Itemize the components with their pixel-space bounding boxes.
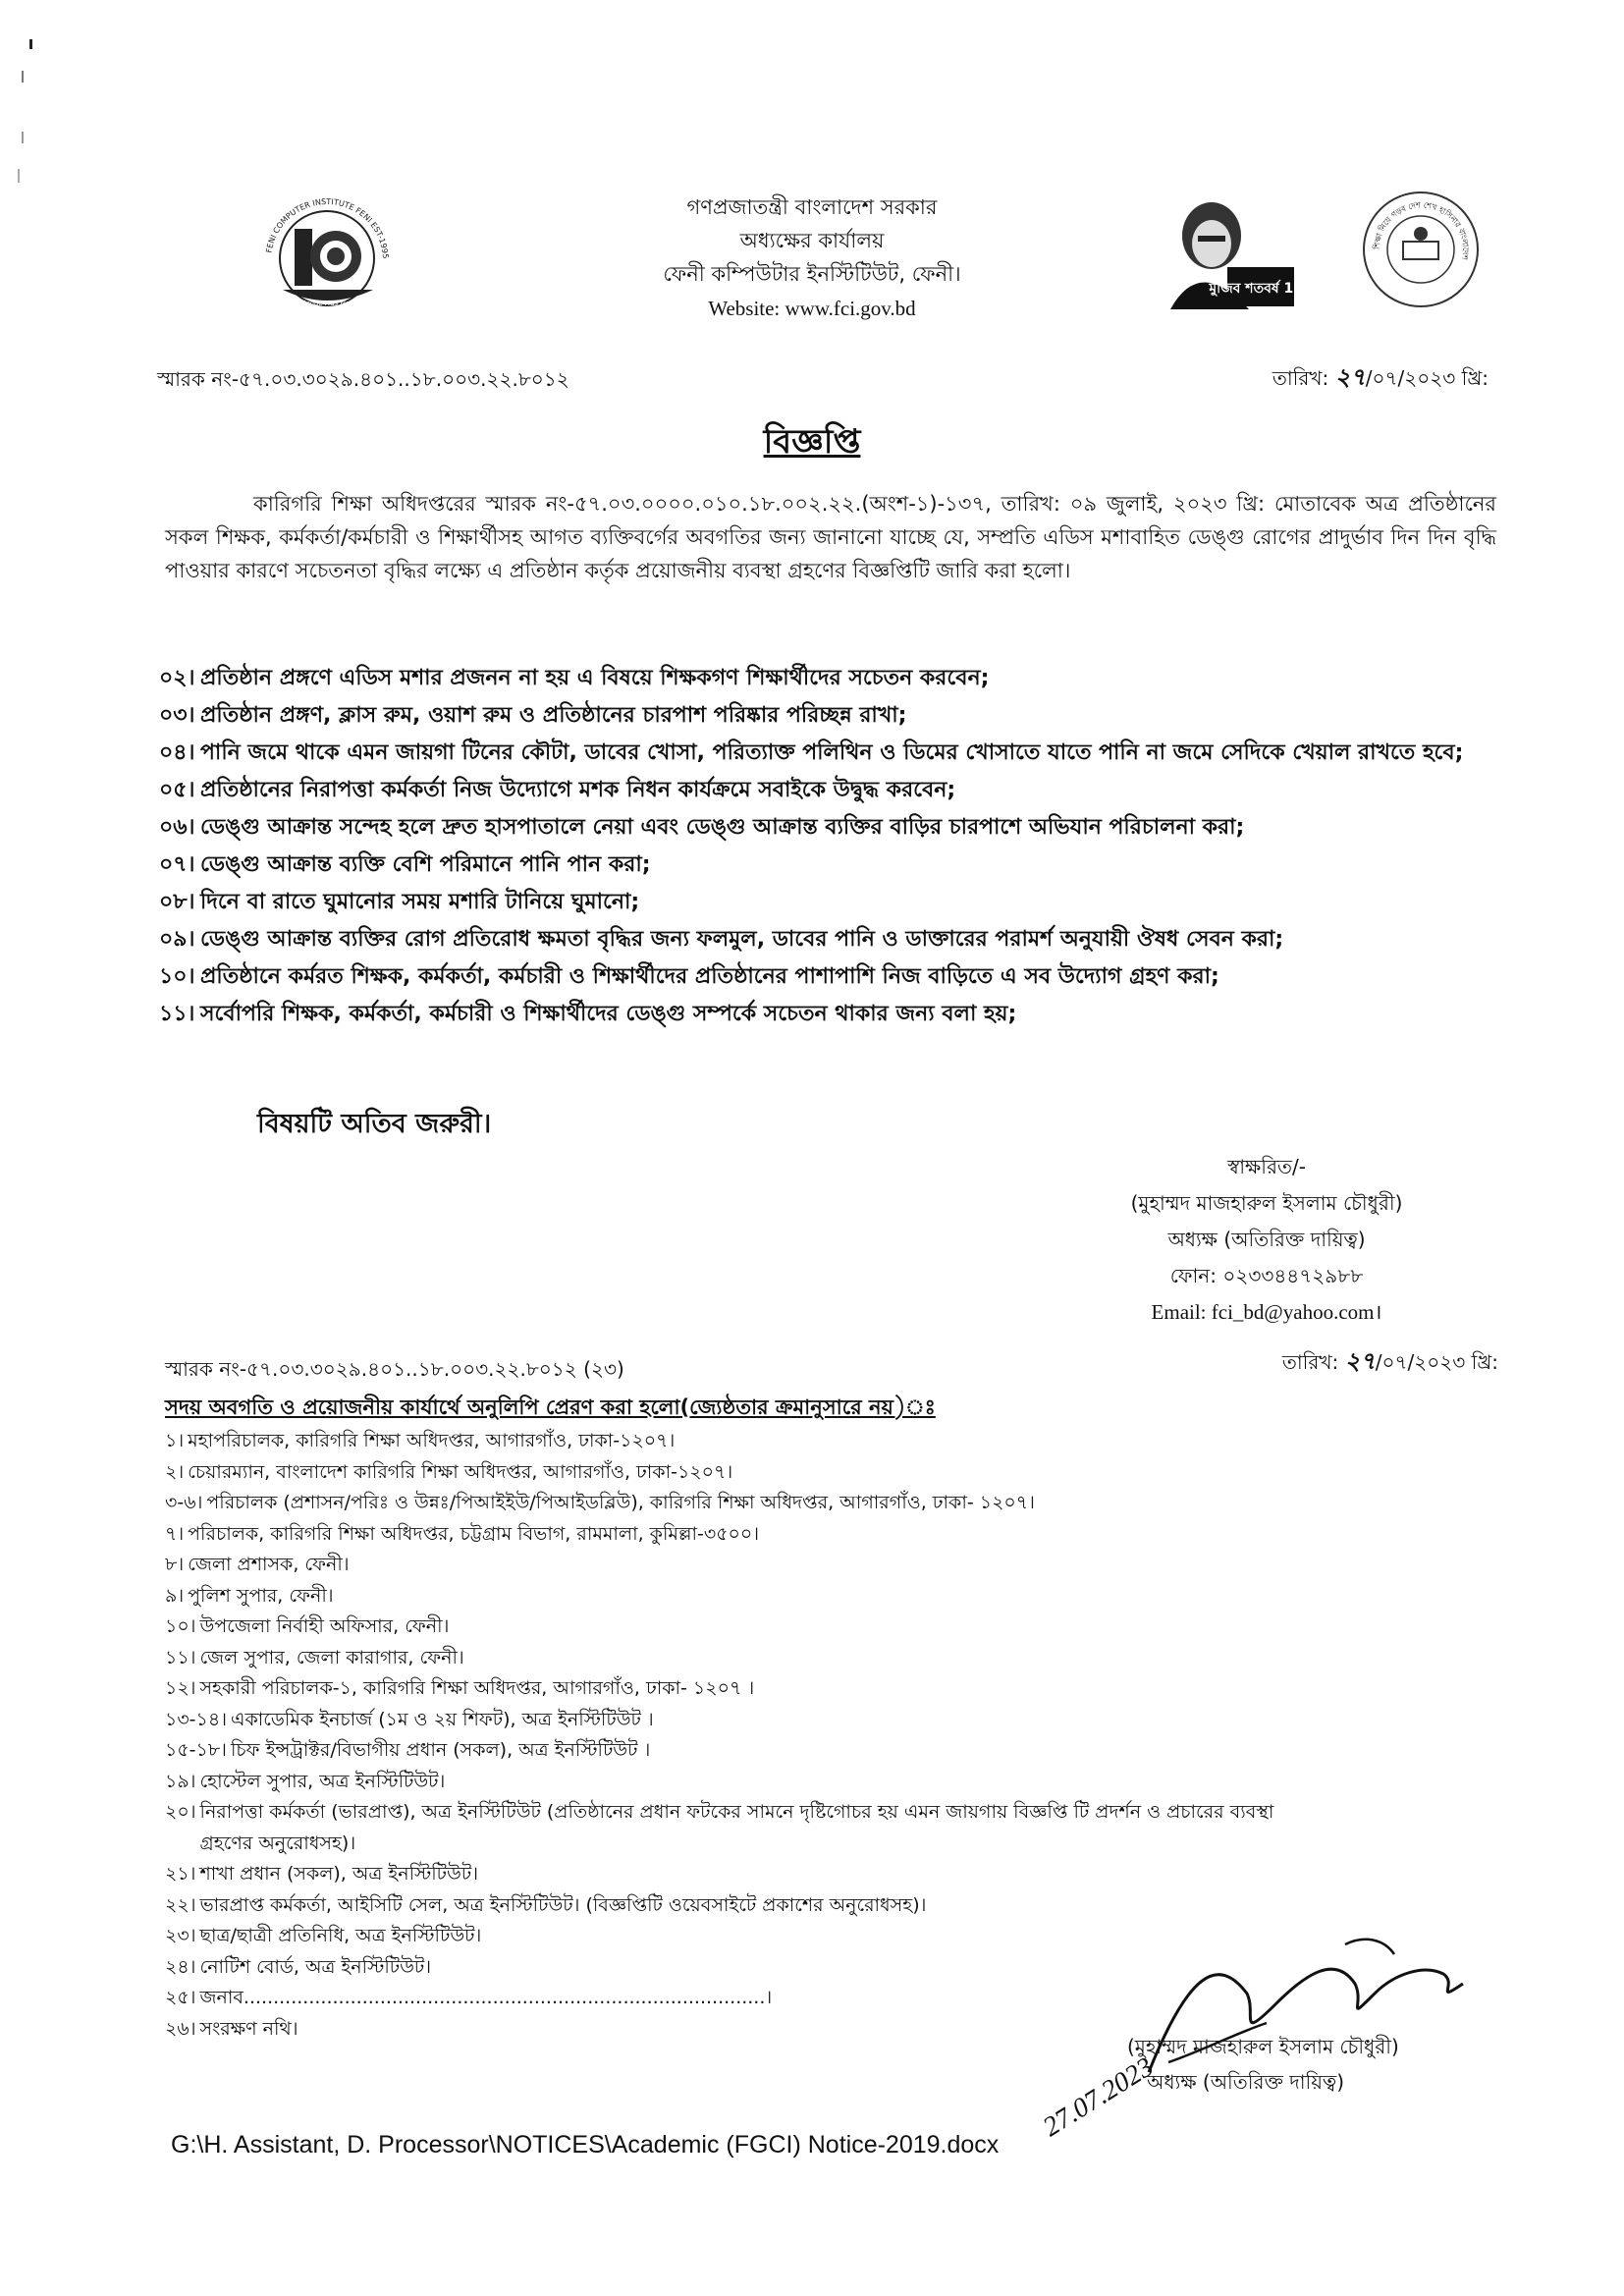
copy-number: ১৩-১৪। bbox=[165, 1708, 227, 1730]
copy-text: ভারপ্রাপ্ত কর্মকর্তা, আইসিটি সেল, অত্র ইনস্টিটিউট। (বিজ্ঞপ্তিটি ওয়েবসাইটে প্রকাশের অনুরোধসহ)। bbox=[199, 1893, 927, 1916]
copy-number: ১। bbox=[165, 1430, 185, 1451]
copy-recipient bbox=[165, 1550, 1324, 1581]
signatory-designation: অধ্যক্ষ (অতিরিক্ত দায়িত্ব) bbox=[1167, 1228, 1366, 1251]
notice-point bbox=[159, 737, 1514, 770]
notice-point bbox=[159, 811, 1514, 845]
copy-text: পরিচালক (প্রশাসন/পরিঃ ও উন্নঃ/পিআইইউ/পিআইডব্লিউ), কারিগরি শিক্ষা অধিদপ্তর, আগারগাঁও, ঢাকা- ১২০৭। bbox=[206, 1492, 1035, 1513]
date-label: তারিখ: bbox=[1272, 366, 1335, 390]
copy-text: পরিচালক, কারিগরি শিক্ষা অধিদপ্তর, চট্টগ্রাম বিভাগ, রামমালা, কুমিল্লা-৩৫০০। bbox=[188, 1522, 760, 1545]
point-text: পানি জমে থাকে এমন জায়গা টিনের কৌটা, ডাবের খোসা, পরিত্যাক্ত পলিথিন ও ডিমের খোসাতে যাতে পানি না জমে সেদিকে খেয়াল রাখতে হবে; bbox=[200, 740, 1464, 765]
bottom-signatory-name: (মুহাম্মদ মাজহারুল ইসলাম চৌধুরী) bbox=[1127, 2035, 1399, 2058]
copy-text: সংরক্ষণ নথি। bbox=[199, 2017, 298, 2040]
point-number: ০৮। bbox=[159, 890, 195, 914]
copy-recipient bbox=[165, 1581, 1324, 1613]
point-text: ডেঙ্গু আক্রান্ত ব্যক্তির রোগ প্রতিরোধ ক্ষমতা বৃদ্ধির জন্য ফলমুল, ডাবের পানি ও ডাক্তারের পরামর্শ অনুযায়ী ঔষধ সেবন করা; bbox=[200, 927, 1284, 952]
point-text: দিনে বা রাতে ঘুমানোর সময় মশারি টানিয়ে ঘুমানো; bbox=[200, 890, 640, 914]
copy-recipient bbox=[165, 1859, 1324, 1890]
office-name: অধ্যক্ষের কার্যালয় bbox=[739, 229, 885, 252]
copy-text: শাখা প্রধান (সকল), অত্র ইনস্টিটিউট। bbox=[199, 1863, 478, 1885]
copy-number: ১৯। bbox=[165, 1770, 196, 1792]
institute-name: ফেনী কম্পিউটার ইনস্টিটিউট, ফেনী। bbox=[663, 262, 961, 286]
copy-text: হোস্টেল সুপার, অত্র ইনস্টিটিউট। bbox=[199, 1770, 446, 1792]
point-text: প্রতিষ্ঠানে কর্মরত শিক্ষক, কর্মকর্তা, কর্মচারী ও শিক্ষার্থীদের প্রতিষ্ঠানের পাশাপাশি নিজ বাড়িতে এ সব উদ্যোগ গ্রহণ করা; bbox=[200, 964, 1219, 989]
notice-points bbox=[159, 662, 1514, 1035]
notice-title: বিজ্ঞপ্তি bbox=[763, 422, 861, 462]
mujib-logo bbox=[1161, 196, 1318, 314]
logo-motto: Knowledge Has No Limit bbox=[285, 300, 369, 307]
margin-mark bbox=[22, 71, 24, 82]
copy-number: ৭। bbox=[165, 1522, 185, 1545]
point-text: প্রতিষ্ঠানের নিরাপত্তা কর্মকর্তা নিজ উদ্যোগে মশক নিধন কার্যক্রমে সবাইকে উদ্বুদ্ধ করবেন; bbox=[200, 778, 956, 802]
copy-recipient bbox=[165, 1767, 1324, 1798]
margin-mark bbox=[29, 39, 32, 49]
memo-date-copy bbox=[1282, 1343, 1498, 1383]
copy-text: পুলিশ সুপার, ফেনী। bbox=[188, 1584, 334, 1607]
copy-number: ২১। bbox=[165, 1863, 196, 1885]
notice-point bbox=[159, 848, 1514, 882]
point-text: প্রতিষ্ঠান প্রঙ্গণে এডিস মশার প্রজনন না হয় এ বিষয়ে শিক্ষকগণ শিক্ষার্থীদের সচেতন করবেন; bbox=[200, 666, 990, 690]
point-number: ০৫। bbox=[159, 778, 195, 802]
file-path-footer: G:\H. Assistant, D. Processor\NOTICES\Academic (FGCI) Notice-2019.docx bbox=[171, 2131, 1000, 2159]
copy-recipient bbox=[165, 1519, 1324, 1551]
copy-number: ৯। bbox=[165, 1584, 185, 1607]
copy-recipient bbox=[165, 1426, 1324, 1457]
notice-point bbox=[159, 699, 1514, 733]
date-rest: /০৭/২০২৩ খ্রি: bbox=[1375, 1350, 1498, 1374]
bottom-signatory-designation: অধ্যক্ষ (অতিরিক্ত দায়িত্ব) bbox=[1147, 2070, 1345, 2094]
point-number: ১১। bbox=[159, 1002, 195, 1026]
intro-text: কারিগরি শিক্ষা অধিদপ্তরের স্মারক নং-৫৭.০৩.০০০০.০১০.১৮.০০২.২২.(অংশ-১)-১৩৭, তারিখ: ০৯ জুলাই, ২০২৩ খ্রি: মোতাবেক অত্র প্রতিষ্ঠানের সকল শিক্ষক, কর্মকর্তা/কর্মচারী ও শিক্ষার্থীসহ আগত ব্যক্তিবর্গের অবগতির জন্য জানানো যাচ্ছে যে, সম্প্রতি এডিস মশাবাহিত ডেঙ্গু রোগের প্রাদুর্ভাব দিন দিন বৃদ্ধি পাওয়ার কারণে সচেতনতা বৃদ্ধির লক্ষ্যে এ প্রতিষ্ঠান কর্তৃক প্রয়োজনীয় ব্যবস্থা গ্রহণের বিজ্ঞপ্তিটি জারি করা হলো। bbox=[165, 492, 1496, 582]
copy-text: ছাত্র/ছাত্রী প্রতিনিধি, অত্র ইনস্টিটিউট। bbox=[199, 1925, 482, 1946]
round-logo-text: শিক্ষা নিয়ে গড়ব দেশ শেখ হাসিনার বাংলাদেশ bbox=[1372, 200, 1471, 261]
copy-text: চেয়ারম্যান, বাংলাদেশ কারিগরি শিক্ষা অধিদপ্তর, আগারগাঁও, ঢাকা-১২০৭। bbox=[188, 1460, 733, 1483]
copy-number: ২০। bbox=[165, 1801, 196, 1823]
memo-date bbox=[1272, 359, 1489, 399]
copy-recipient bbox=[165, 1673, 1324, 1705]
round-emblem-logo bbox=[1360, 189, 1483, 311]
initial-date: 27.07.2023 bbox=[1038, 2051, 1160, 2144]
copy-text: চিফ ইন্সট্রাক্টর/বিভাগীয় প্রধান (সকল), অত্র ইনস্টিটিউট । bbox=[230, 1739, 651, 1761]
signed-label: স্বাক্ষরিত/- bbox=[1227, 1155, 1306, 1178]
signatory-name: (মুহাম্মদ মাজহারুল ইসলাম চৌধুরী) bbox=[1130, 1191, 1403, 1215]
copy-number: ১১। bbox=[165, 1646, 196, 1668]
copy-text: নোটিশ বোর্ড, অত্র ইনস্টিটিউট। bbox=[199, 1955, 432, 1978]
copy-recipient bbox=[165, 1643, 1324, 1674]
signatory-phone: ফোন: ০২৩৩৪৪৭২৯৮৮ bbox=[1169, 1264, 1364, 1287]
date-rest: /০৭/২০২৩ খ্রি: bbox=[1365, 366, 1489, 390]
gov-name: গণপ্রজাতন্ত্রী বাংলাদেশ সরকার bbox=[686, 195, 938, 219]
logo-arc-text: FENI COMPUTER INSTITUTE FENI EST-1995 bbox=[264, 196, 391, 259]
notice-point bbox=[159, 886, 1514, 919]
notice-point bbox=[159, 662, 1514, 695]
intro-paragraph bbox=[165, 487, 1496, 587]
copy-recipient bbox=[165, 1457, 1324, 1489]
copy-text: সহকারী পরিচালক-১, কারিগরি শিক্ষা অধিদপ্তর, আগারগাঁও, ঢাকা- ১২০৭ । bbox=[199, 1677, 755, 1699]
margin-mark bbox=[22, 132, 24, 143]
notice-point bbox=[159, 998, 1514, 1031]
margin-mark bbox=[18, 169, 20, 183]
signatory-block bbox=[1060, 1149, 1473, 1331]
copy-text: একাডেমিক ইনচার্জ (১ম ও ২য় শিফট), অত্র ইনস্টিটিউট । bbox=[231, 1708, 654, 1730]
date-day: ২৭ bbox=[1344, 1347, 1376, 1375]
point-text: ডেঙ্গু আক্রান্ত ব্যক্তি বেশি পরিমানে পানি পান করা; bbox=[200, 852, 651, 877]
copy-text: জেল সুপার, জেলা কারাগার, ফেনী। bbox=[199, 1646, 464, 1668]
copy-number: ১৫-১৮। bbox=[165, 1739, 227, 1761]
mujib-logo-text: মুজিব শতবর্ষ 100 bbox=[1209, 281, 1313, 297]
copy-recipient bbox=[165, 1705, 1324, 1736]
copy-subject: সদয় অবগতি ও প্রয়োজনীয় কার্যার্থে অনুলিপি প্রেরণ করা হলো(জ্যেষ্ঠতার ক্রমানুসারে নয়)ঃ bbox=[165, 1395, 936, 1419]
signatory-email: Email: fci_bd@yahoo.com। bbox=[1151, 1300, 1382, 1324]
copy-number: ২৩। bbox=[165, 1925, 196, 1946]
point-number: ০৬। bbox=[159, 815, 195, 840]
point-text: সর্বোপরি শিক্ষক, কর্মকর্তা, কর্মচারী ও শিক্ষার্থীদের ডেঙ্গু সম্পর্কে সচেতন থাকার জন্য বলা হয়; bbox=[200, 1002, 1017, 1026]
website: Website: www.fci.gov.bd bbox=[708, 297, 916, 320]
point-text: প্রতিষ্ঠান প্রঙ্গণ, ক্লাস রুম, ওয়াশ রুম ও প্রতিষ্ঠানের চারপাশ পরিষ্কার পরিচ্ছন্ন রাখা; bbox=[200, 703, 907, 728]
copy-recipient bbox=[165, 1488, 1324, 1519]
date-label: তারিখ: bbox=[1281, 1350, 1345, 1374]
copy-text: জেলা প্রশাসক, ফেনী। bbox=[188, 1554, 350, 1575]
copy-text: জনাব........................................................................................। bbox=[199, 1987, 773, 2008]
copy-number: ২৪। bbox=[165, 1955, 196, 1978]
copy-number: ২। bbox=[165, 1460, 185, 1483]
copy-recipient bbox=[165, 1735, 1324, 1767]
memo-ref: স্মারক নং-৫৭.০৩.৩০২৯.৪০১..১৮.০০৩.২২.৮০১২ bbox=[157, 367, 569, 391]
copy-text: মহাপরিচালক, কারিগরি শিক্ষা অধিদপ্তর, আগারগাঁও, ঢাকা-১২০৭। bbox=[188, 1430, 676, 1451]
point-number: ০৭। bbox=[159, 852, 195, 877]
point-number: ০৪। bbox=[159, 740, 195, 765]
point-number: ০৯। bbox=[159, 927, 195, 952]
copy-number: ২৬। bbox=[165, 2017, 196, 2040]
copy-number: ৮। bbox=[165, 1554, 185, 1575]
copy-text: নিরাপত্তা কর্মকর্তা (ভারপ্রাপ্ত), অত্র ইনস্টিটিউট (প্রতিষ্ঠানের প্রধান ফটকের সামনে দৃষ্টিগোচর হয় এমন জায়গায় বিজ্ঞপ্তি টি প্রদর্শন ও প্রচারের ব্যবস্থা গ্রহণের অনুরোধসহ)। bbox=[199, 1801, 1274, 1854]
point-number: ০২। bbox=[159, 666, 195, 690]
copy-number: ১০। bbox=[165, 1615, 196, 1637]
urgent-note: বিষয়টি অতিব জরুরী। bbox=[257, 1109, 492, 1139]
point-number: ১০। bbox=[159, 964, 195, 989]
copy-recipient bbox=[165, 1797, 1324, 1859]
copy-number: ১২। bbox=[165, 1677, 196, 1699]
copy-number: ২২। bbox=[165, 1893, 196, 1916]
notice-point bbox=[159, 960, 1514, 994]
notice-point bbox=[159, 774, 1514, 807]
date-day: ২৭ bbox=[1334, 363, 1366, 391]
copy-recipient bbox=[165, 1612, 1324, 1643]
notice-point bbox=[159, 923, 1514, 957]
copy-text: উপজেলা নির্বাহী অফিসার, ফেনী। bbox=[199, 1615, 450, 1637]
memo-ref-copy: স্মারক নং-৫৭.০৩.৩০২৯.৪০১..১৮.০০৩.২২.৮০১২ (২৩) bbox=[165, 1357, 624, 1381]
copy-number: ২৫। bbox=[165, 1987, 196, 2008]
institute-logo bbox=[253, 182, 401, 329]
point-text: ডেঙ্গু আক্রান্ত সন্দেহ হলে দ্রুত হাসপাতালে নেয়া এবং ডেঙ্গু আক্রান্ত ব্যক্তির বাড়ির চারপাশে অভিযান পরিচালনা করা; bbox=[200, 815, 1245, 840]
copy-number: ৩-৬। bbox=[165, 1492, 203, 1513]
point-number: ০৩। bbox=[159, 703, 195, 728]
